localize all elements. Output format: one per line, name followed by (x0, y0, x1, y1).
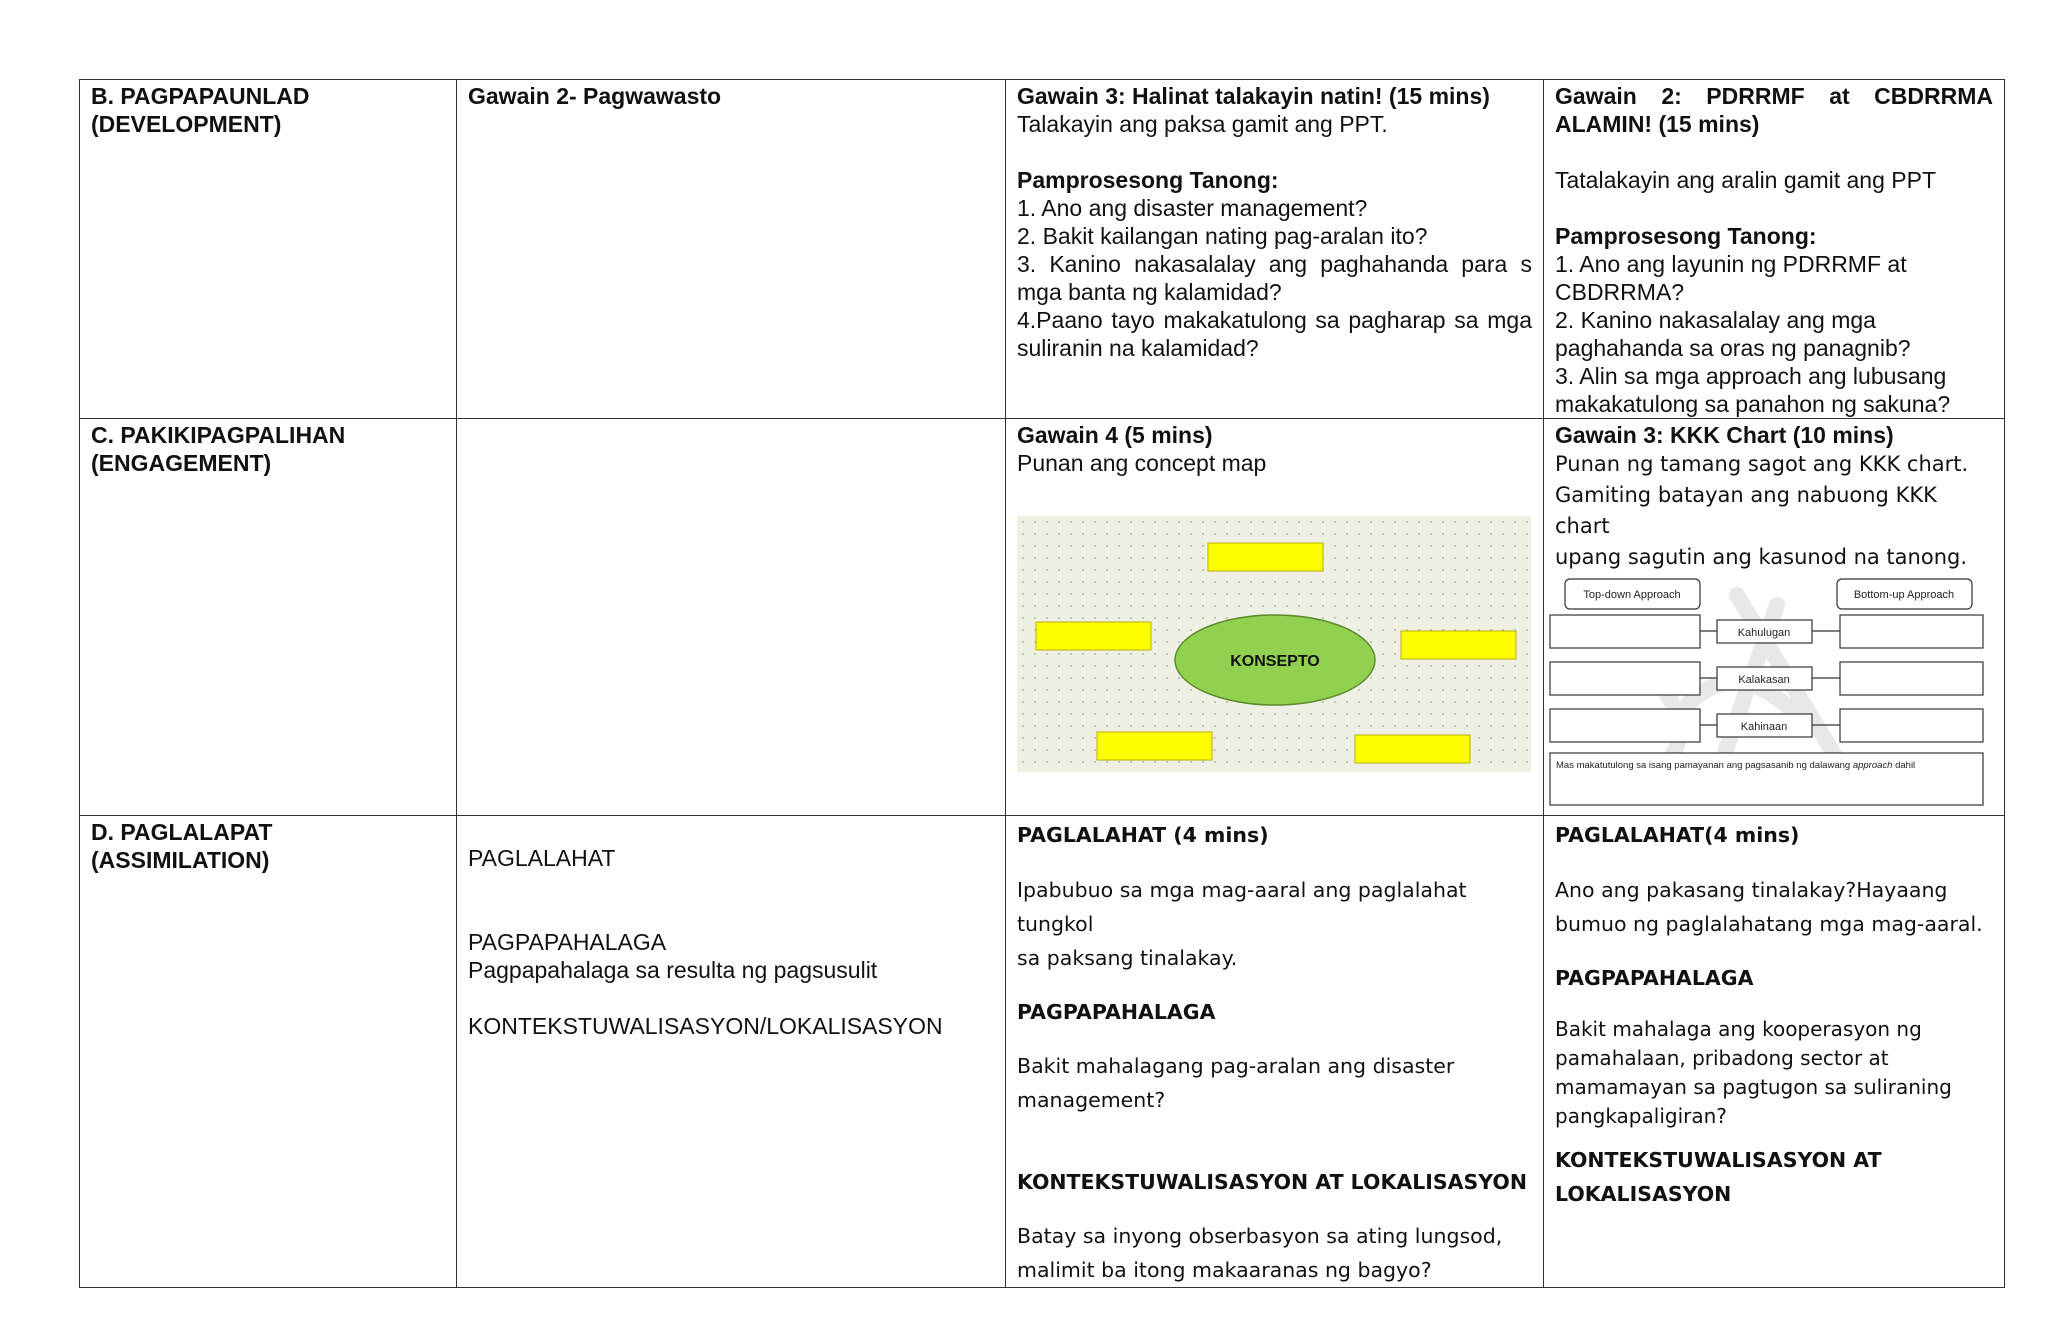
section-cell (80, 419, 457, 816)
activity-heading: LOKALISASYON (1555, 1182, 1732, 1206)
section-subtitle: (DEVELOPMENT) (91, 111, 282, 137)
question-item: 4.Paano tayo makakatulong sa pagharap sa mga suliranin na kalamidad? (1017, 307, 1532, 361)
activity-line: Bakit mahalagang pag-aralan ang disaster (1017, 1054, 1455, 1078)
kkk-chart (1547, 575, 1987, 815)
section-cell (80, 816, 457, 1288)
section-title: B. PAGPAPAUNLAD (91, 83, 310, 109)
activity-instruction: Punan ng tamang sagot ang KKK chart. (1555, 452, 1969, 476)
activity-cell (1006, 80, 1544, 419)
activity-heading: KONTEKSTUWALISASYON AT (1555, 1148, 1882, 1172)
activity-heading: PAGPAPAHALAGA (1555, 966, 1754, 990)
activity-heading: KONTEKSTUWALISASYON AT LOKALISASYON (1017, 1170, 1527, 1194)
activity-line: Pagpapahalaga sa resulta ng pagsusulit (468, 957, 878, 983)
concept-blank-right[interactable] (1401, 631, 1516, 659)
activity-heading: PAGLALAHAT(4 mins) (1555, 823, 1800, 847)
activity-intro: Talakayin ang paksa gamit ang PPT. (1017, 111, 1388, 137)
question-item: 2. Bakit kailangan nating pag-aralan ito? (1017, 223, 1428, 249)
section-title: C. PAKIKIPAGPALIHAN (91, 422, 346, 448)
activity-instruction: Punan ang concept map (1017, 450, 1267, 476)
activity-line: PAGLALAHAT (468, 845, 616, 871)
concept-map (1017, 516, 1531, 772)
concept-blank-left[interactable] (1036, 622, 1151, 650)
activity-line: Ipabubuo sa mga mag-aaral ang paglalahat tungkol (1017, 878, 1467, 936)
activity-title: Gawain 2: PDRRMF at CBDRRMA ALAMIN! (15 mins) (1555, 83, 1993, 137)
kkk-answer-top-down-kalakasan[interactable] (1550, 662, 1700, 695)
activity-line: management? (1017, 1088, 1166, 1112)
activity-title: Gawain 3: KKK Chart (10 mins) (1555, 422, 1894, 448)
question-item: 1. Ano ang disaster management? (1017, 195, 1368, 221)
kkk-answer-top-down-kahinaan[interactable] (1550, 709, 1700, 742)
kkk-label-kahulugan: Kahulugan (1737, 627, 1791, 639)
lesson-plan-table (79, 79, 2005, 1288)
activity-cell (457, 816, 1006, 1288)
activity-title: Gawain 4 (5 mins) (1017, 422, 1213, 448)
question-item: 2. Kanino nakasalalay ang mga paghahanda sa oras ng panagnib? (1555, 307, 1911, 361)
table-row (80, 80, 2005, 419)
activity-line: sa paksang tinalakay. (1017, 946, 1238, 970)
activity-line: bumuo ng paglalahatang mga mag-aaral. (1555, 912, 1983, 936)
activity-line: malimit ba itong makaaranas ng bagyo? (1017, 1258, 1432, 1282)
table-row (80, 419, 2005, 816)
activity-cell (1544, 80, 2005, 419)
kkk-conclusion-text: Mas makatutulong sa isang pamayanan ang pagsasanib ng dalawang approach dahil (1556, 760, 1916, 771)
section-title: D. PAGLALAPAT (91, 819, 273, 845)
section-cell (80, 80, 457, 419)
activity-title: Gawain 3: Halinat talakayin natin! (15 mins) (1017, 83, 1490, 109)
question-item: 3. Kanino nakasalalay ang paghahanda para s mga banta ng kalamidad? (1017, 251, 1532, 305)
activity-heading: PAGLALAHAT (4 mins) (1017, 823, 1269, 847)
activity-paragraph: Bakit mahalaga ang kooperasyon ng pamahalaan, pribadong sector at mamamayan sa pagtugon sa suliraning pangkapaligiran? (1555, 1017, 1952, 1128)
concept-blank-top[interactable] (1208, 543, 1323, 571)
activity-cell (1544, 816, 2005, 1288)
activity-title: Gawain 2- Pagwawasto (468, 83, 722, 109)
activity-line: PAGPAPAHALAGA (468, 929, 667, 955)
questions-heading: Pamprosesong Tanong: (1555, 223, 1817, 249)
activity-cell (1006, 816, 1544, 1288)
activity-cell (457, 80, 1006, 419)
activity-line: KONTEKSTUWALISASYON/LOKALISASYON (468, 1013, 943, 1039)
question-item: 1. Ano ang layunin ng PDRRMF at CBDRRMA? (1555, 251, 1907, 305)
question-item: 3. Alin sa mga approach ang lubusang makakatulong sa panahon ng sakuna? (1555, 363, 1951, 417)
activity-instruction: Gamiting batayan ang nabuong KKK chart (1555, 483, 1937, 538)
activity-line: Ano ang pakasang tinalakay?Hayaang (1555, 878, 1948, 902)
concept-blank-bottom-right[interactable] (1355, 735, 1470, 763)
activity-intro: Tatalakayin ang aralin gamit ang PPT (1555, 167, 1936, 193)
activity-line: Batay sa inyong obserbasyon sa ating lungsod, (1017, 1224, 1503, 1248)
kkk-label-kahinaan: Kahinaan (1740, 721, 1788, 733)
activity-cell (1006, 419, 1544, 816)
kkk-header-left-text: Top-down Approach (1583, 589, 1681, 601)
section-subtitle: (ENGAGEMENT) (91, 450, 272, 476)
kkk-header-right-text: Bottom-up Approach (1853, 589, 1955, 601)
concept-label: KONSEPTO (1230, 653, 1320, 670)
concept-blank-bottom-left[interactable] (1097, 732, 1212, 760)
kkk-label-kalakasan: Kalakasan (1738, 674, 1790, 686)
kkk-answer-bottom-up-kahinaan[interactable] (1840, 709, 1983, 742)
kkk-answer-top-down-kahulugan[interactable] (1550, 615, 1700, 648)
questions-heading: Pamprosesong Tanong: (1017, 167, 1279, 193)
activity-cell (457, 419, 1006, 816)
activity-cell (1544, 419, 2005, 816)
table-row (80, 816, 2005, 1288)
kkk-answer-bottom-up-kalakasan[interactable] (1840, 662, 1983, 695)
activity-heading: PAGPAPAHALAGA (1017, 1000, 1216, 1024)
activity-instruction: upang sagutin ang kasunod na tanong. (1555, 545, 1968, 569)
kkk-answer-bottom-up-kahulugan[interactable] (1840, 615, 1983, 648)
section-subtitle: (ASSIMILATION) (91, 847, 270, 873)
